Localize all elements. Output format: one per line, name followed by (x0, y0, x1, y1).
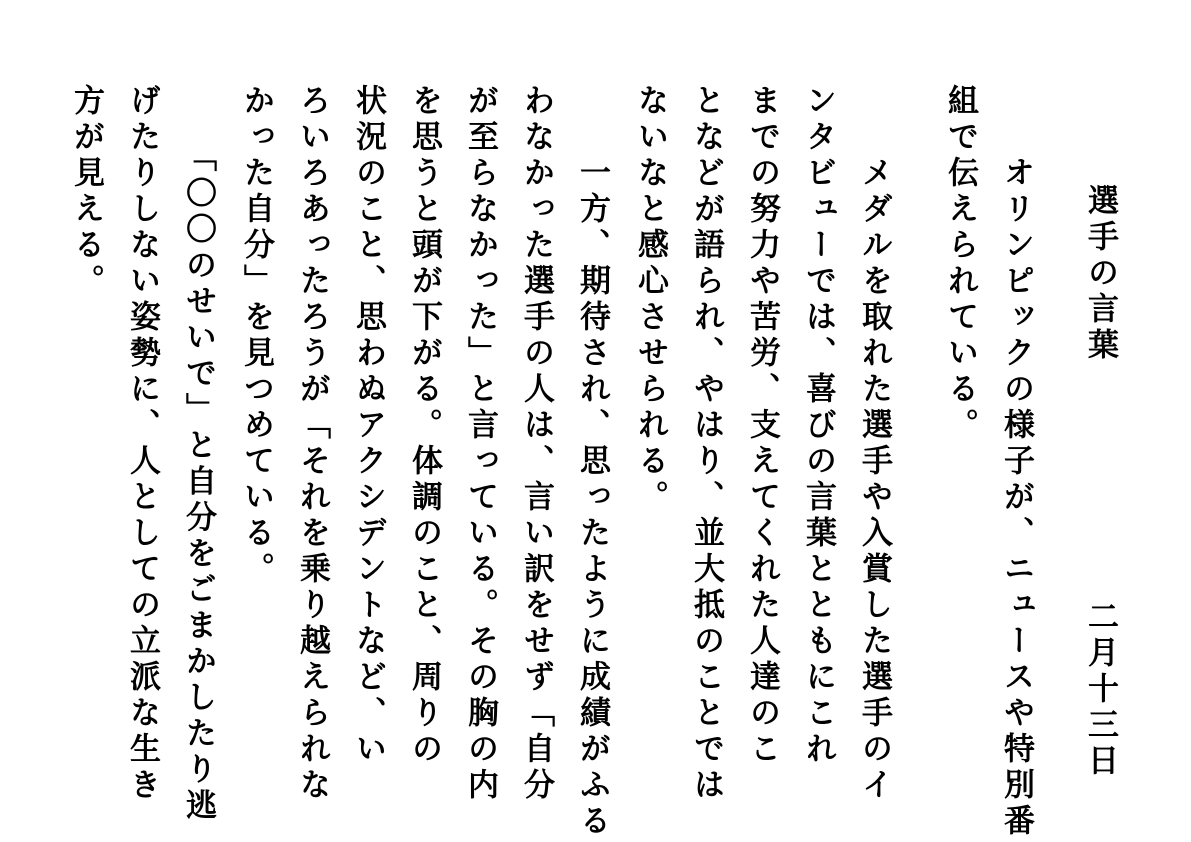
body-line: が至らなかった」と言っている。その胸の内 (462, 84, 498, 804)
body-line: となどが語られ、やはり、並大抵のことでは (688, 84, 724, 804)
body-line: メダルを取れた選手や入賞した選手のイ (856, 120, 892, 804)
body-line: ンタビューでは、喜びの言葉とともにこれ (800, 84, 836, 768)
body-line: わなかった選手の人は、言い訳をせず「自分 (518, 84, 554, 804)
body-line: までの努力や苦労、支えてくれた人達のこ (744, 84, 780, 768)
body-line: を思うと頭が下がる。体調のこと、周りの (406, 84, 442, 768)
body-line: 組で伝えられている。 (942, 84, 978, 444)
body-line: 「〇〇のせいで」と自分をごまかしたり逃 (180, 120, 216, 825)
body-line: 方が見える。 (68, 84, 104, 300)
body-line: オリンピックの様子が、ニュースや特別番 (998, 120, 1034, 840)
page-title: 選手の言葉 (1082, 184, 1118, 364)
body-line: ろいろあったろうが「それを乗り越えられな (294, 84, 330, 804)
body-line: 状況のこと、思わぬアクシデントなど、い (350, 84, 386, 768)
body-line: げたりしない姿勢に、人としての立派な生き (124, 84, 160, 804)
body-line: ないなと感心させられる。 (632, 84, 668, 516)
date: 二月十三日 (1082, 600, 1118, 780)
body-line: 一方、期待され、思ったように成績がふる (574, 120, 610, 840)
body-line: かった自分」を見つめている。 (238, 84, 274, 588)
